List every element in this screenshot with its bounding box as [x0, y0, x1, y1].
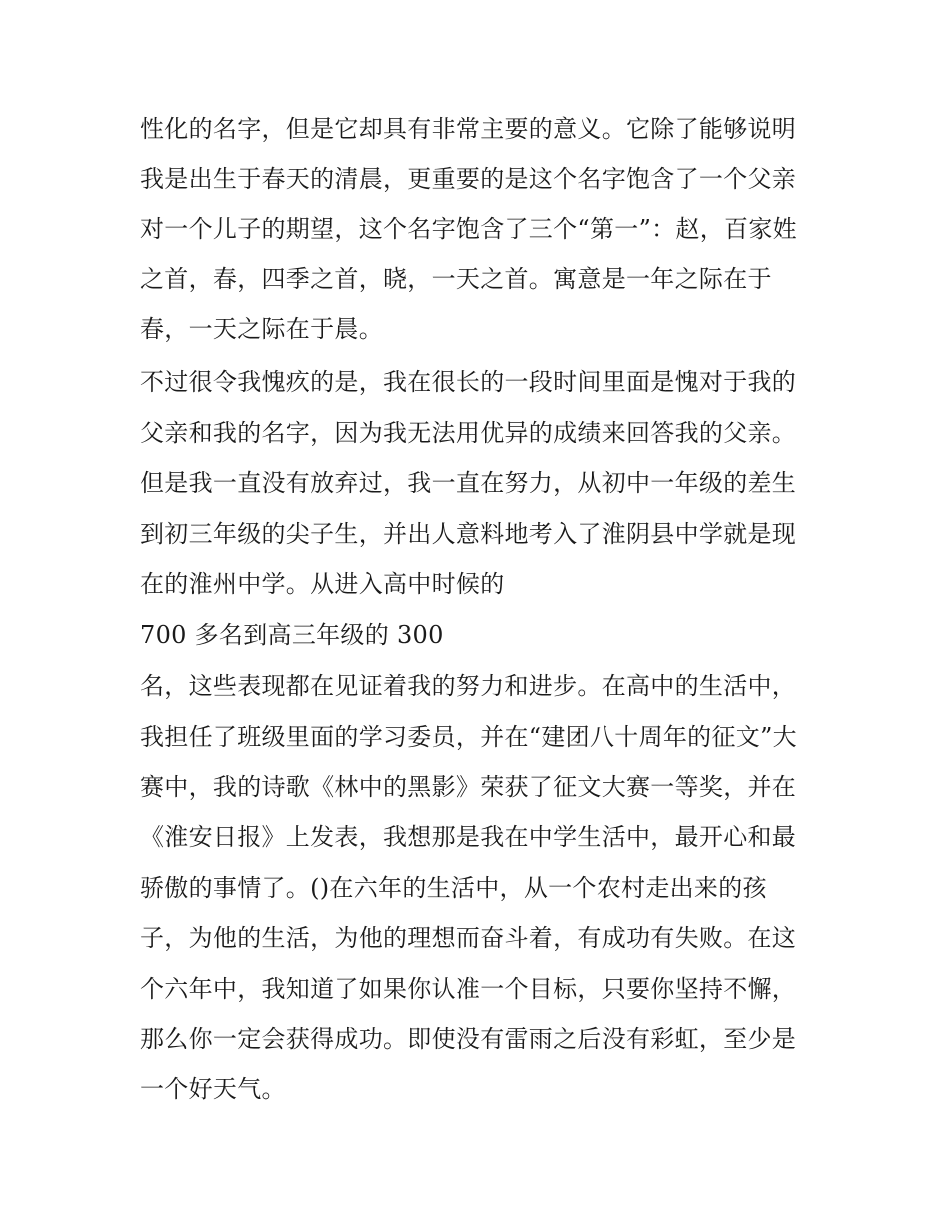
text-line: 子，为他的生活，为他的理想而奋斗着，有成功有失败。在这 — [140, 924, 797, 952]
text-line: 但是我一直没有放弃过，我一直在努力，从初中一年级的差生 — [140, 469, 797, 497]
text-line: 春，一天之际在于晨。 — [140, 315, 383, 343]
text-line: 700 多名到高三年级的 300 — [140, 621, 444, 649]
text-line: 《淮安日报》上发表，我想那是我在中学生活中，最开心和最 — [140, 823, 797, 851]
text-line: 我担任了班级里面的学习委员，并在“建团八十周年的征文”大 — [140, 723, 797, 751]
text-line: 性化的名字，但是它却具有非常主要的意义。它除了能够说明 — [140, 115, 797, 143]
text-line: 在的淮州中学。从进入高中时候的 — [140, 570, 505, 598]
text-line: 个六年中，我知道了如果你认准一个目标，只要你坚持不懈， — [140, 975, 797, 1003]
text-line: 骄傲的事情了。()在六年的生活中，从一个农村走出来的孩 — [140, 874, 767, 902]
text-line: 一个好天气。 — [140, 1075, 286, 1103]
text-line: 不过很令我愧疚的是，我在很长的一段时间里面是愧对于我的 — [140, 368, 797, 396]
text-line: 名，这些表现都在见证着我的努力和进步。在高中的生活中， — [140, 672, 797, 700]
text-line: 之首，春，四季之首，晓，一天之首。寓意是一年之际在于 — [140, 265, 772, 293]
text-line: 到初三年级的尖子生，并出人意料地考入了淮阴县中学就是现 — [140, 520, 797, 548]
text-line: 赛中，我的诗歌《林中的黑影》荣获了征文大赛一等奖，并在 — [140, 773, 797, 801]
text-line: 我是出生于春天的清晨，更重要的是这个名字饱含了一个父亲 — [140, 165, 797, 193]
text-line: 父亲和我的名字，因为我无法用优异的成绩来回答我的父亲。 — [140, 419, 797, 447]
text-line: 那么你一定会获得成功。即使没有雷雨之后没有彩虹，至少是 — [140, 1025, 797, 1053]
text-line: 对一个儿子的期望，这个名字饱含了三个“第一”：赵，百家姓 — [140, 215, 797, 243]
